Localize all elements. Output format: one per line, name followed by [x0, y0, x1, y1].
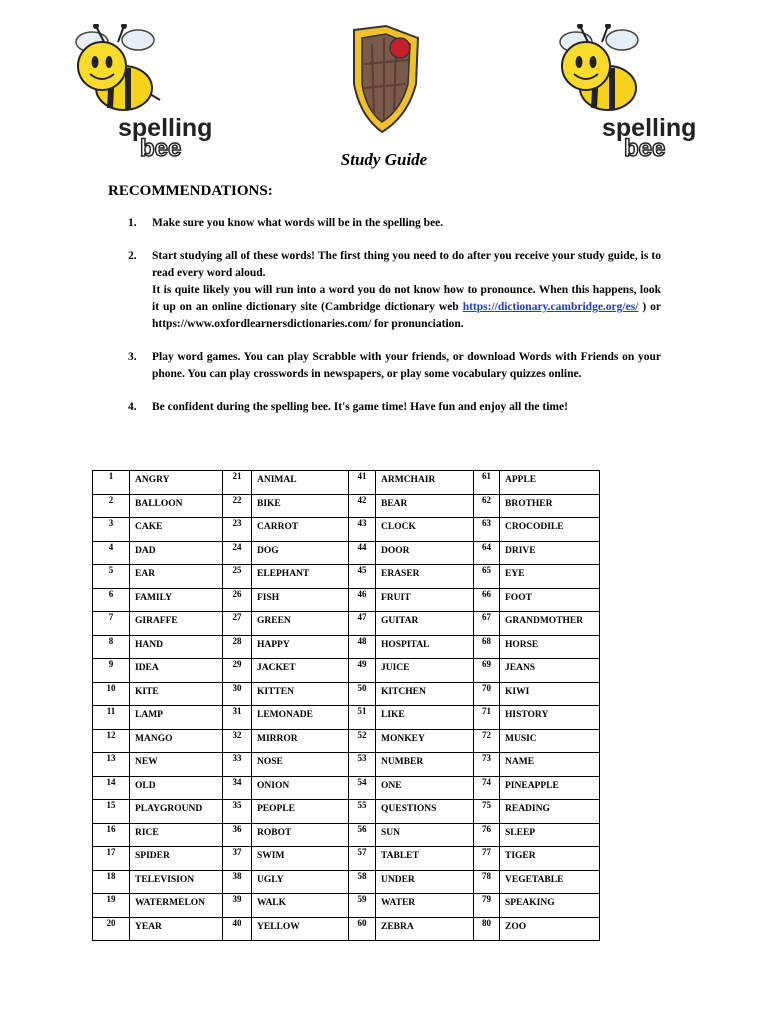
- word-cell: MUSIC: [500, 729, 600, 753]
- word-number-cell: 12: [93, 729, 130, 753]
- word-cell: HAPPY: [252, 635, 349, 659]
- word-number-cell: 60: [349, 917, 376, 941]
- word-cell: NOSE: [252, 753, 349, 777]
- word-number-cell: 64: [474, 541, 500, 565]
- word-cell: HAND: [130, 635, 223, 659]
- table-row: [93, 494, 600, 518]
- table-row: [93, 706, 600, 730]
- recommendation-text: Be confident during the spelling bee. It's game time! Have fun and enjoy all the time!: [152, 401, 568, 413]
- recommendation-text: Start studying all of these words! The first thing you need to do after you receive your study guide, is to read every word aloud.: [152, 250, 661, 279]
- table-row: [93, 471, 600, 495]
- spelling-bee-logo-right: [548, 24, 708, 164]
- word-number-cell: 29: [223, 659, 252, 683]
- word-cell: VEGETABLE: [500, 870, 600, 894]
- recommendation-text-part: It is quite likely you will run into a word you do not know how to pronounce. When this happens, look it up on an online dictionary site (Cambridge dictionary web: [152, 284, 661, 313]
- word-number-cell: 39: [223, 894, 252, 918]
- word-cell: SPIDER: [130, 847, 223, 871]
- word-number-cell: 53: [349, 753, 376, 777]
- word-number-cell: 48: [349, 635, 376, 659]
- word-cell: PINEAPPLE: [500, 776, 600, 800]
- word-cell: BALLOON: [130, 494, 223, 518]
- word-cell: UGLY: [252, 870, 349, 894]
- word-cell: DAD: [130, 541, 223, 565]
- word-number-cell: 63: [474, 518, 500, 542]
- word-cell: KITTEN: [252, 682, 349, 706]
- word-number-cell: 51: [349, 706, 376, 730]
- word-number-cell: 24: [223, 541, 252, 565]
- word-cell: ANIMAL: [252, 471, 349, 495]
- word-number-cell: 74: [474, 776, 500, 800]
- word-number-cell: 20: [93, 917, 130, 941]
- recommendation-number: 4.: [128, 401, 137, 413]
- word-number-cell: 40: [223, 917, 252, 941]
- recommendation-text-part: ) or https://www.oxfordlearnersdictionaries.com/ for pronunciation.: [152, 301, 662, 330]
- table-row: [93, 612, 600, 636]
- shield-emblem: [346, 24, 426, 139]
- word-number-cell: 68: [474, 635, 500, 659]
- word-cell: GRANDMOTHER: [500, 612, 600, 636]
- word-cell: ELEPHANT: [252, 565, 349, 589]
- word-cell: MANGO: [130, 729, 223, 753]
- word-number-cell: 79: [474, 894, 500, 918]
- word-number-cell: 55: [349, 800, 376, 824]
- word-number-cell: 25: [223, 565, 252, 589]
- word-cell: ONE: [376, 776, 474, 800]
- word-cell: HORSE: [500, 635, 600, 659]
- recommendation-item: [128, 399, 661, 416]
- word-number-cell: 14: [93, 776, 130, 800]
- word-number-cell: 65: [474, 565, 500, 589]
- word-number-cell: 58: [349, 870, 376, 894]
- word-number-cell: 78: [474, 870, 500, 894]
- word-cell: RICE: [130, 823, 223, 847]
- logo-text-spelling: spelling: [602, 114, 697, 142]
- recommendation-text: Play word games. You can play Scrabble with your friends, or download Words with Friends on your phone. You can play crosswords in newspapers, or play some vocabulary quizzes online.: [152, 351, 661, 380]
- table-row: [93, 729, 600, 753]
- word-number-cell: 13: [93, 753, 130, 777]
- word-cell: JUICE: [376, 659, 474, 683]
- page-title: Study Guide: [340, 150, 428, 169]
- word-cell: NEW: [130, 753, 223, 777]
- word-cell: CROCODILE: [500, 518, 600, 542]
- word-number-cell: 5: [93, 565, 130, 589]
- word-number-cell: 21: [223, 471, 252, 495]
- word-cell: GIRAFFE: [130, 612, 223, 636]
- word-cell: EYE: [500, 565, 600, 589]
- table-row: [93, 541, 600, 565]
- recommendation-text: Make sure you know what words will be in the spelling bee.: [152, 217, 444, 229]
- word-number-cell: 33: [223, 753, 252, 777]
- word-number-cell: 59: [349, 894, 376, 918]
- word-number-cell: 30: [223, 682, 252, 706]
- word-number-cell: 76: [474, 823, 500, 847]
- word-cell: SWIM: [252, 847, 349, 871]
- word-cell: CAKE: [130, 518, 223, 542]
- word-cell: TIGER: [500, 847, 600, 871]
- word-number-cell: 9: [93, 659, 130, 683]
- table-row: [93, 917, 600, 941]
- word-number-cell: 28: [223, 635, 252, 659]
- word-number-cell: 19: [93, 894, 130, 918]
- word-cell: EAR: [130, 565, 223, 589]
- word-cell: PLAYGROUND: [130, 800, 223, 824]
- recommendations-heading: RECOMMENDATIONS:: [108, 183, 273, 199]
- word-number-cell: 77: [474, 847, 500, 871]
- word-cell: ANGRY: [130, 471, 223, 495]
- word-cell: CLOCK: [376, 518, 474, 542]
- word-number-cell: 35: [223, 800, 252, 824]
- table-row: [93, 894, 600, 918]
- word-number-cell: 62: [474, 494, 500, 518]
- word-number-cell: 22: [223, 494, 252, 518]
- word-cell: ROBOT: [252, 823, 349, 847]
- word-number-cell: 6: [93, 588, 130, 612]
- logo-text-spelling: spelling: [118, 114, 213, 142]
- word-number-cell: 46: [349, 588, 376, 612]
- word-cell: OLD: [130, 776, 223, 800]
- word-cell: CARROT: [252, 518, 349, 542]
- word-number-cell: 50: [349, 682, 376, 706]
- word-cell: ZEBRA: [376, 917, 474, 941]
- word-number-cell: 45: [349, 565, 376, 589]
- word-number-cell: 26: [223, 588, 252, 612]
- word-cell: SPEAKING: [500, 894, 600, 918]
- word-cell: KITCHEN: [376, 682, 474, 706]
- word-cell: GREEN: [252, 612, 349, 636]
- word-number-cell: 66: [474, 588, 500, 612]
- recommendations-list: [128, 215, 661, 432]
- word-number-cell: 27: [223, 612, 252, 636]
- word-cell: TABLET: [376, 847, 474, 871]
- word-number-cell: 34: [223, 776, 252, 800]
- word-cell: QUESTIONS: [376, 800, 474, 824]
- table-row: [93, 753, 600, 777]
- recommendation-item: [128, 215, 661, 232]
- word-cell: BROTHER: [500, 494, 600, 518]
- word-cell: MIRROR: [252, 729, 349, 753]
- table-row: [93, 682, 600, 706]
- word-number-cell: 52: [349, 729, 376, 753]
- word-cell: TELEVISION: [130, 870, 223, 894]
- cambridge-dictionary-link[interactable]: https://dictionary.cambridge.org/es/: [462, 301, 639, 313]
- recommendation-number: 2.: [128, 250, 137, 262]
- word-cell: READING: [500, 800, 600, 824]
- word-number-cell: 42: [349, 494, 376, 518]
- word-cell: APPLE: [500, 471, 600, 495]
- word-number-cell: 2: [93, 494, 130, 518]
- word-number-cell: 4: [93, 541, 130, 565]
- word-cell: ARMCHAIR: [376, 471, 474, 495]
- word-number-cell: 10: [93, 682, 130, 706]
- logo-text-bee: bee: [624, 135, 666, 159]
- word-number-cell: 56: [349, 823, 376, 847]
- word-cell: IDEA: [130, 659, 223, 683]
- word-cell: DOOR: [376, 541, 474, 565]
- word-number-cell: 69: [474, 659, 500, 683]
- word-cell: KITE: [130, 682, 223, 706]
- word-list-table: [92, 470, 600, 941]
- word-cell: WALK: [252, 894, 349, 918]
- word-cell: JEANS: [500, 659, 600, 683]
- word-cell: HISTORY: [500, 706, 600, 730]
- word-number-cell: 71: [474, 706, 500, 730]
- word-number-cell: 38: [223, 870, 252, 894]
- word-number-cell: 31: [223, 706, 252, 730]
- word-number-cell: 11: [93, 706, 130, 730]
- recommendation-number: 1.: [128, 217, 137, 229]
- recommendation-number: 3.: [128, 351, 137, 363]
- word-number-cell: 17: [93, 847, 130, 871]
- recommendation-item: [128, 248, 661, 333]
- word-cell: SUN: [376, 823, 474, 847]
- word-number-cell: 3: [93, 518, 130, 542]
- word-cell: LAMP: [130, 706, 223, 730]
- word-cell: JACKET: [252, 659, 349, 683]
- recommendation-item: [128, 349, 661, 383]
- word-number-cell: 16: [93, 823, 130, 847]
- word-cell: GUITAR: [376, 612, 474, 636]
- word-cell: FRUIT: [376, 588, 474, 612]
- word-cell: LEMONADE: [252, 706, 349, 730]
- word-number-cell: 44: [349, 541, 376, 565]
- word-number-cell: 67: [474, 612, 500, 636]
- word-cell: WATERMELON: [130, 894, 223, 918]
- word-number-cell: 8: [93, 635, 130, 659]
- table-row: [93, 870, 600, 894]
- word-cell: YEAR: [130, 917, 223, 941]
- word-cell: ERASER: [376, 565, 474, 589]
- table-row: [93, 518, 600, 542]
- word-number-cell: 47: [349, 612, 376, 636]
- spelling-bee-logo-left: [64, 24, 224, 164]
- word-cell: BEAR: [376, 494, 474, 518]
- word-number-cell: 73: [474, 753, 500, 777]
- word-number-cell: 37: [223, 847, 252, 871]
- word-cell: BIKE: [252, 494, 349, 518]
- word-cell: ONION: [252, 776, 349, 800]
- word-number-cell: 70: [474, 682, 500, 706]
- word-cell: FOOT: [500, 588, 600, 612]
- word-number-cell: 1: [93, 471, 130, 495]
- word-cell: YELLOW: [252, 917, 349, 941]
- table-row: [93, 776, 600, 800]
- word-number-cell: 49: [349, 659, 376, 683]
- word-cell: FISH: [252, 588, 349, 612]
- word-cell: PEOPLE: [252, 800, 349, 824]
- recommendation-text-continued: [152, 282, 661, 333]
- word-cell: ZOO: [500, 917, 600, 941]
- table-row: [93, 635, 600, 659]
- table-row: [93, 588, 600, 612]
- word-number-cell: 43: [349, 518, 376, 542]
- word-number-cell: 80: [474, 917, 500, 941]
- word-cell: DRIVE: [500, 541, 600, 565]
- word-cell: WATER: [376, 894, 474, 918]
- word-cell: SLEEP: [500, 823, 600, 847]
- logo-text-bee: bee: [140, 135, 182, 159]
- word-number-cell: 18: [93, 870, 130, 894]
- word-cell: KIWI: [500, 682, 600, 706]
- table-row: [93, 847, 600, 871]
- word-cell: UNDER: [376, 870, 474, 894]
- word-number-cell: 75: [474, 800, 500, 824]
- word-number-cell: 36: [223, 823, 252, 847]
- word-number-cell: 41: [349, 471, 376, 495]
- word-number-cell: 61: [474, 471, 500, 495]
- word-number-cell: 54: [349, 776, 376, 800]
- table-row: [93, 823, 600, 847]
- word-number-cell: 7: [93, 612, 130, 636]
- word-cell: LIKE: [376, 706, 474, 730]
- table-row: [93, 659, 600, 683]
- table-row: [93, 800, 600, 824]
- word-number-cell: 57: [349, 847, 376, 871]
- word-cell: HOSPITAL: [376, 635, 474, 659]
- word-number-cell: 23: [223, 518, 252, 542]
- word-number-cell: 32: [223, 729, 252, 753]
- word-number-cell: 72: [474, 729, 500, 753]
- word-number-cell: 15: [93, 800, 130, 824]
- word-cell: NUMBER: [376, 753, 474, 777]
- word-cell: MONKEY: [376, 729, 474, 753]
- word-cell: FAMILY: [130, 588, 223, 612]
- word-cell: NAME: [500, 753, 600, 777]
- table-row: [93, 565, 600, 589]
- word-cell: DOG: [252, 541, 349, 565]
